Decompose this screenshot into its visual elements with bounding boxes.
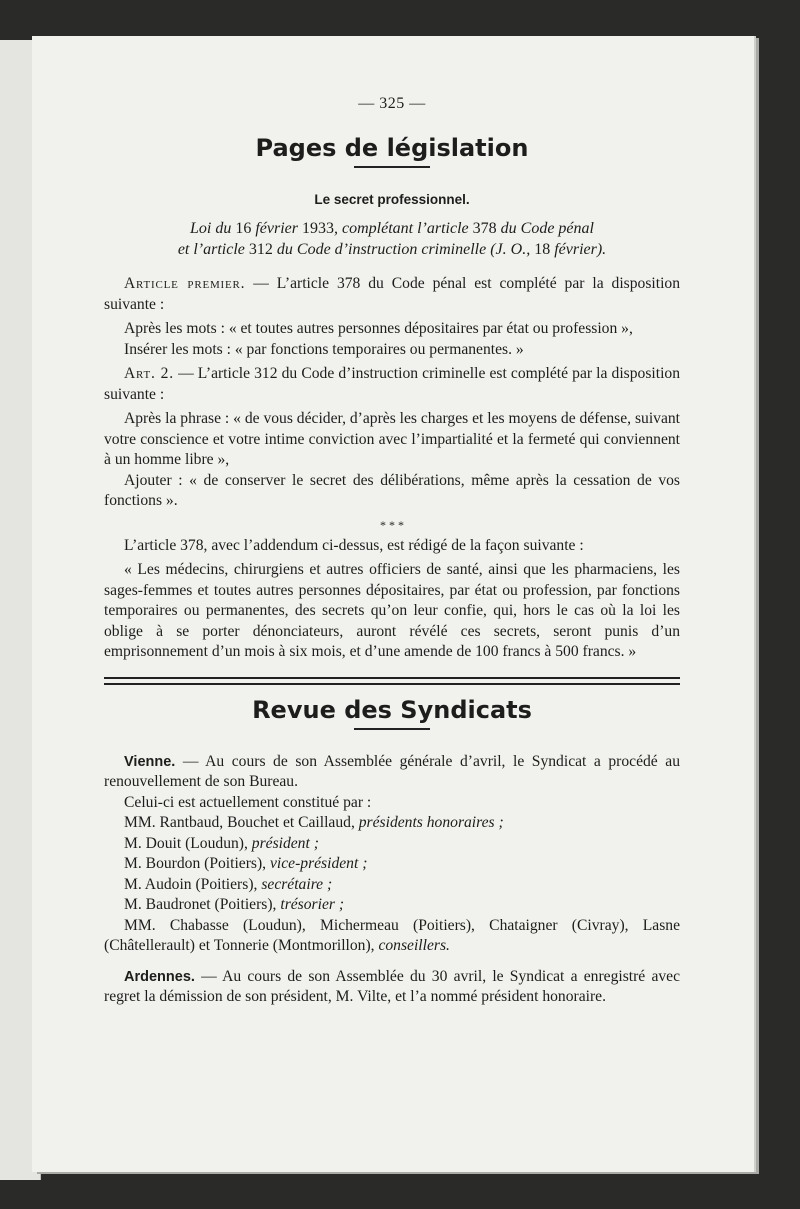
member-role: présidents honoraires ; xyxy=(358,814,504,831)
vienne-intro-text: — Au cours de son Assemblée générale d’avril, le Syndicat a procédé au renouvellement de son Bureau. xyxy=(104,752,680,790)
legislation-title-rule xyxy=(354,166,430,168)
quoted-article-paragraph: « Les médecins, chirurgiens et autres officiers de santé, ainsi que les pharmaciens, les sages-femmes et toutes autres personnes dépositaires, par état ou profession, par fonctions temporaires ou permanentes, des secrets qu’on leur confie, qui, hors le cas où la loi les oblige à se porter dénonciateurs, auront révélé ces secrets, seront punis d’un emprisonnement d’un mois à six mois, et d’une amende de 100 francs à 500 francs. » xyxy=(104,561,680,660)
ardennes-paragraph xyxy=(104,967,680,1008)
article-2-paragraph xyxy=(104,364,680,405)
law-ref-text: du Code d’instruction criminelle (J. O., xyxy=(272,241,535,258)
asterism-divider: * * * xyxy=(380,517,404,532)
member-role: conseillers. xyxy=(378,937,450,954)
member-names: M. Douit (Loudun), xyxy=(124,834,252,852)
article-2-text: — L’article 312 du Code d’instruction criminelle est complété par la disposition suivante : xyxy=(104,365,680,403)
vienne-city-label: Vienne. xyxy=(124,753,176,770)
article-premier-paragraph xyxy=(104,274,680,315)
law-ref-text: du Code pénal xyxy=(496,220,594,237)
law-ref-text: et l’article xyxy=(177,241,249,258)
article-premier-label: Article premier. xyxy=(124,275,246,292)
member-line xyxy=(104,834,680,855)
syndicats-title: Revue des Syndicats xyxy=(252,695,532,724)
vienne-constitue-paragraph: Celui-ci est actuellement constitué par : xyxy=(124,793,372,811)
member-names: MM. Chabasse (Loudun), Michermeau (Poitiers), Chataigner (Civray), Lasne (Châtellerault) et Tonnerie (Montmorillon), xyxy=(104,916,680,954)
member-names: M. Bourdon (Poitiers), xyxy=(124,855,270,872)
law-reference-line-1 xyxy=(104,218,680,239)
member-role: trésorier ; xyxy=(280,896,345,913)
article-premier-text: — L’article 378 du Code pénal est complété par la disposition suivante : xyxy=(104,275,680,313)
law-ref-article-number: 312 xyxy=(248,241,273,258)
vienne-members-list xyxy=(104,813,680,957)
law-reference xyxy=(104,218,680,260)
member-names: M. Baudronet (Poitiers), xyxy=(124,896,281,913)
inserer-paragraph: Insérer les mots : « par fonctions temporaires ou permanentes. » xyxy=(124,340,524,358)
legislation-subheading: Le secret professionnel. xyxy=(314,191,470,207)
member-line xyxy=(104,854,680,875)
member-line xyxy=(104,895,680,916)
article-2-label: Art. 2. xyxy=(124,365,174,382)
law-ref-year: 1933 xyxy=(302,220,335,237)
law-ref-article-number: 378 xyxy=(472,220,497,237)
member-line xyxy=(104,916,680,957)
member-line xyxy=(104,875,680,896)
member-role: secrétaire ; xyxy=(261,875,333,893)
law-ref-text: , complétant l’article xyxy=(334,220,473,237)
section-divider xyxy=(104,677,680,685)
ardennes-text: — Au cours de son Assemblée du 30 avril, le Syndicat a enregistré avec regret la démission de son président, M. Vilte, et l’a nommé président honoraire. xyxy=(104,967,680,1005)
addendum-intro-paragraph: L’article 378, avec l’addendum ci-dessus, est rédigé de la façon suivante : xyxy=(124,536,584,554)
ardennes-city-label: Ardennes. xyxy=(124,968,195,985)
apres-les-mots-paragraph: Après les mots : « et toutes autres personnes dépositaires par état ou profession », xyxy=(124,320,633,337)
page-number: — 325 — xyxy=(358,95,426,112)
syndicats-title-rule xyxy=(354,728,430,730)
law-ref-text: Loi du xyxy=(190,220,236,237)
apres-la-phrase-paragraph: Après la phrase : « de vous décider, d’après les charges et les moyens de défense, suivant votre conscience et votre intime conviction avec l’impartialité et la fermeté qui conviennent à un homme libre », xyxy=(104,410,680,468)
member-names: M. Audoin (Poitiers), xyxy=(124,875,262,893)
document-page xyxy=(32,36,754,1172)
legislation-title: Pages de législation xyxy=(255,133,529,162)
member-line xyxy=(104,813,680,834)
vienne-paragraph xyxy=(104,752,680,793)
ajouter-paragraph: Ajouter : « de conserver le secret des délibérations, même après la cessation de vos fonctions ». xyxy=(104,471,680,509)
member-role: vice-président ; xyxy=(269,855,368,872)
law-ref-day: 16 xyxy=(235,220,252,237)
member-names: MM. Rantbaud, Bouchet et Caillaud, xyxy=(124,814,359,831)
law-ref-day: 18 xyxy=(534,241,551,258)
law-ref-text: février). xyxy=(550,241,607,258)
member-role: président ; xyxy=(251,834,319,852)
page-content xyxy=(104,36,680,1008)
law-reference-line-2 xyxy=(104,239,680,260)
law-ref-text: février xyxy=(251,220,303,237)
